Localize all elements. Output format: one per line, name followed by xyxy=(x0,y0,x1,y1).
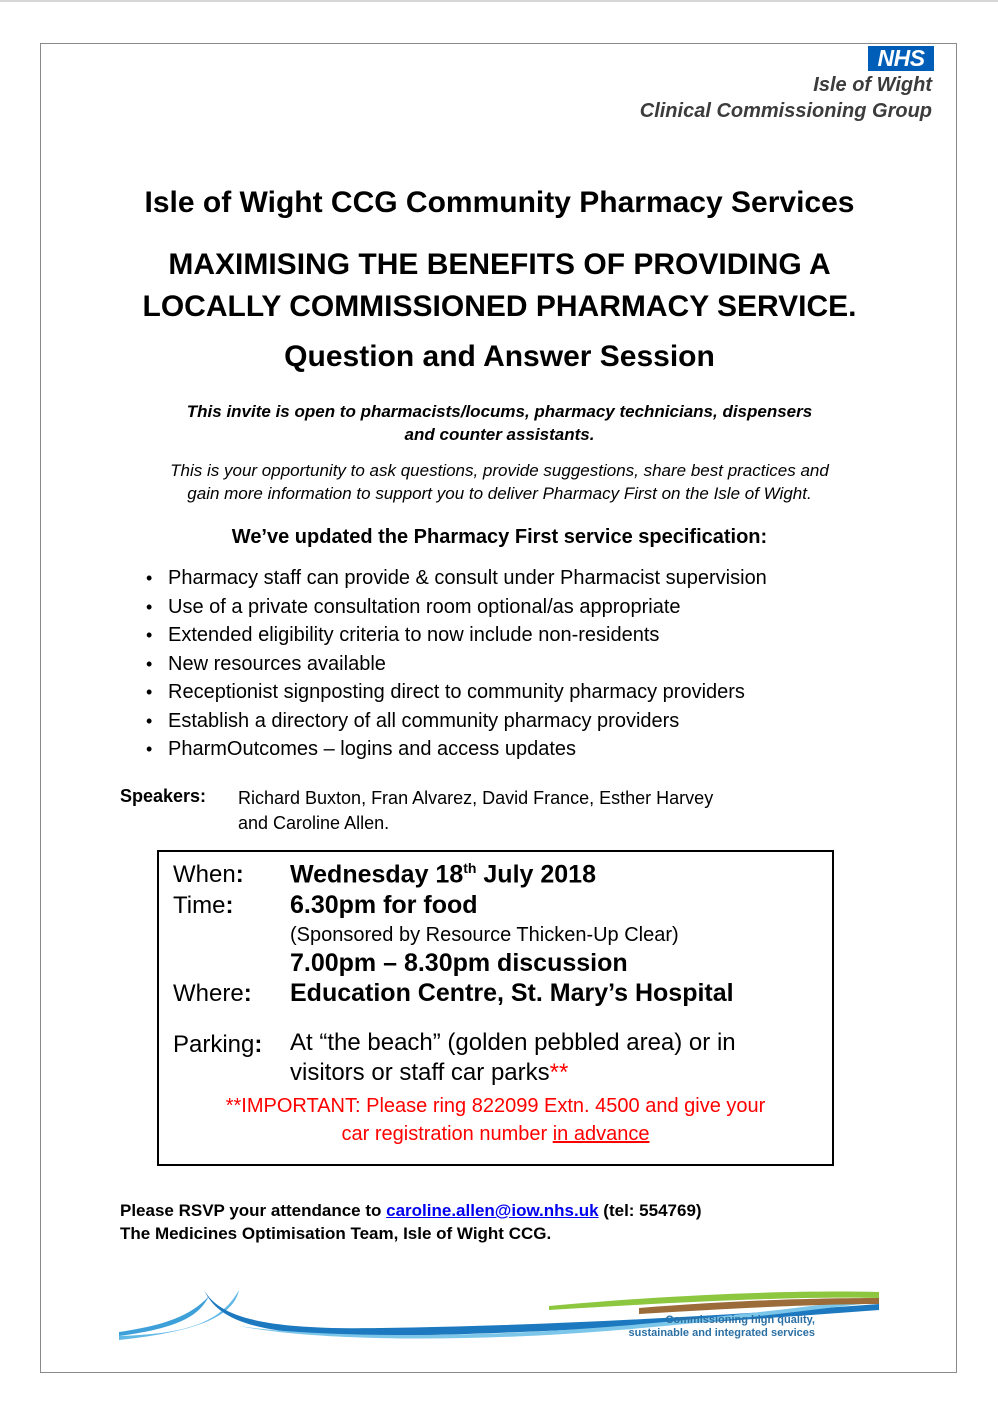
when-value-month: July 2018 xyxy=(476,860,596,889)
parking-label: Parking: xyxy=(173,1031,263,1058)
parking-line1: At “the beach” (golden pebbled area) or in xyxy=(290,1029,736,1056)
when-label: When: xyxy=(173,861,244,888)
important-line2-text: car registration number xyxy=(341,1123,553,1145)
parking-line2-text: visitors or staff car parks xyxy=(290,1059,550,1086)
list-item: • Pharmacy staff can provide & consult under Pharmacist supervision xyxy=(146,564,767,593)
invite-line2: and counter assistants. xyxy=(404,425,595,444)
important-line1: **IMPORTANT: Please ring 822099 Extn. 4500 and give your xyxy=(225,1095,766,1117)
speakers-line1: Richard Buxton, Fran Alvarez, David France, Esther Harvey xyxy=(238,788,714,808)
time-label: Time: xyxy=(173,892,234,919)
when-value xyxy=(290,860,596,889)
org-name-line2: Clinical Commissioning Group xyxy=(639,100,932,122)
parking-line2 xyxy=(290,1058,736,1088)
rsvp-text: Please RSVP your attendance to xyxy=(120,1201,387,1220)
list-item: • Establish a directory of all community pharmacy providers xyxy=(146,707,767,736)
nhs-logo: NHS xyxy=(868,46,934,71)
sponsor-note: (Sponsored by Resource Thicken-Up Clear) xyxy=(290,924,679,946)
important-line2 xyxy=(159,1120,832,1148)
footer-tagline xyxy=(629,1314,815,1340)
rsvp-line2: The Medicines Optimisation Team, Isle of Wight CCG. xyxy=(120,1224,552,1243)
org-name-line1: Isle of Wight xyxy=(813,74,932,96)
time-food: 6.30pm for food xyxy=(290,891,478,919)
opportunity-line2: gain more information to support you to deliver Pharmacy First on the Isle of Wight. xyxy=(187,484,812,503)
speakers-names xyxy=(238,786,713,836)
headline-line2: LOCALLY COMMISSIONED PHARMACY SERVICE. xyxy=(142,290,857,323)
opportunity-line1: This is your opportunity to ask questions, provide suggestions, share best practices and xyxy=(170,461,829,480)
list-item: • Receptionist signposting direct to community pharmacy providers xyxy=(146,678,767,707)
page-top-border xyxy=(0,0,998,2)
flyer-page xyxy=(40,43,957,1373)
important-line2-emphasis: in advance xyxy=(552,1123,650,1145)
when-label-text: When xyxy=(173,861,236,888)
time-discussion: 7.00pm – 8.30pm discussion xyxy=(290,949,628,977)
swoosh-left-wave xyxy=(119,1296,209,1336)
headline xyxy=(41,244,958,328)
when-value-date: Wednesday 18 xyxy=(290,860,464,889)
rsvp-email-link[interactable]: caroline.allen@iow.nhs.uk xyxy=(386,1201,599,1220)
important-notice xyxy=(159,1092,832,1148)
tagline-line2: sustainable and integrated services xyxy=(628,1327,815,1339)
event-details-box xyxy=(157,850,834,1166)
spec-heading: We’ve updated the Pharmacy First service specification: xyxy=(231,526,768,548)
speakers-label: Speakers: xyxy=(120,786,207,806)
parking-value xyxy=(290,1028,736,1088)
list-item: • New resources available xyxy=(146,650,767,679)
list-item: • Use of a private consultation room optional/as appropriate xyxy=(146,593,767,622)
spec-bullet-list xyxy=(146,564,767,764)
tagline-line1: Commissioning high quality, xyxy=(665,1314,815,1326)
list-item: • PharmOutcomes – logins and access updates xyxy=(146,735,767,764)
speakers-line2: and Caroline Allen. xyxy=(238,813,390,833)
rsvp-line1 xyxy=(120,1199,702,1222)
time-label-text: Time xyxy=(173,892,226,919)
rsvp-phone: (tel: 554769) xyxy=(598,1201,702,1220)
subtitle: Question and Answer Session xyxy=(284,340,715,373)
page-title: Isle of Wight CCG Community Pharmacy Services xyxy=(144,186,855,219)
headline-line1: MAXIMISING THE BENEFITS OF PROVIDING A xyxy=(168,248,831,281)
where-label-text: Where xyxy=(173,980,244,1007)
rsvp-block xyxy=(120,1199,702,1245)
list-item: • Extended eligibility criteria to now include non-residents xyxy=(146,621,767,650)
opportunity-text xyxy=(41,459,958,505)
where-value: Education Centre, St. Mary’s Hospital xyxy=(290,979,734,1007)
when-value-suffix: th xyxy=(463,860,477,876)
invite-text xyxy=(41,400,958,446)
invite-line1: This invite is open to pharmacists/locums, pharmacy technicians, dispensers xyxy=(186,402,813,421)
parking-label-text: Parking xyxy=(173,1031,255,1058)
where-label: Where: xyxy=(173,980,252,1007)
parking-marker: ** xyxy=(549,1059,569,1086)
